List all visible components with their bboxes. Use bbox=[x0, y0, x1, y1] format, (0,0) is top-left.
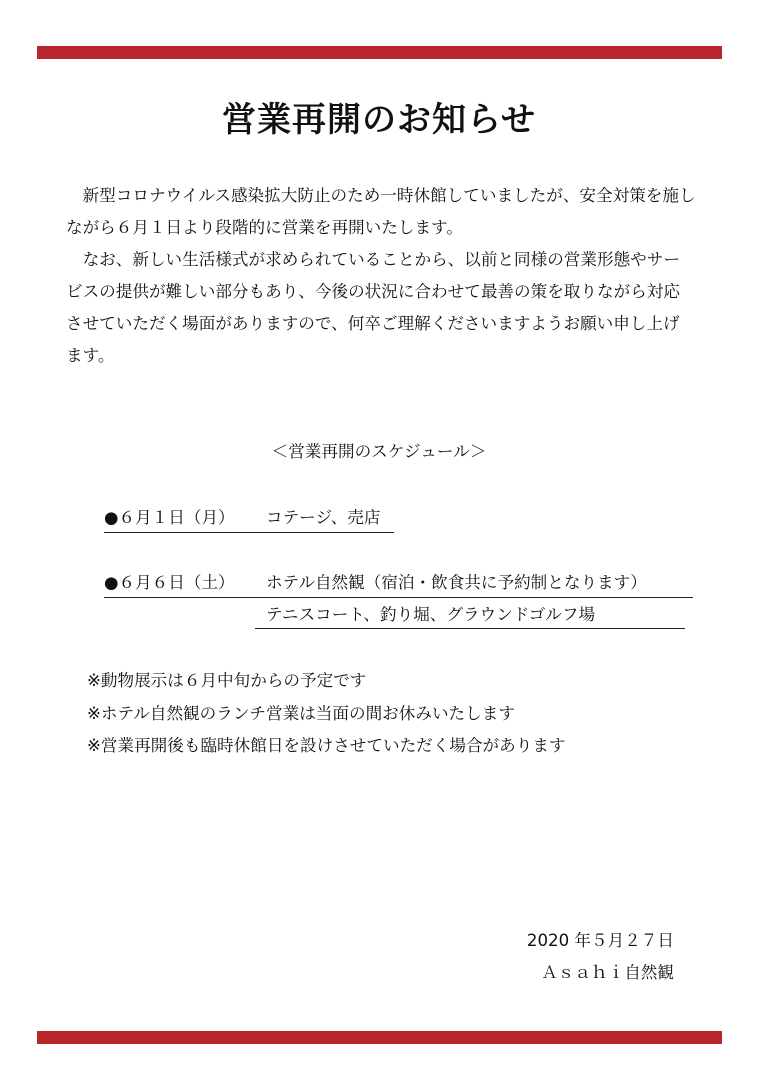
schedule-heading: ＜営業再開のスケジュール＞ bbox=[271, 442, 487, 461]
page-title: 営業再開のお知らせ bbox=[222, 100, 536, 140]
schedule-date-1: ●６月１日（月） bbox=[104, 508, 235, 527]
note-1: ※動物展示は６月中旬からの予定です bbox=[87, 671, 367, 690]
signature-org: Ａｓａｈｉ自然観 bbox=[541, 963, 674, 982]
signature-date: 2020 年５月２７日 bbox=[526, 931, 674, 950]
intro-paragraph: 新型コロナウイルス感染拡大防止のため一時休館していましたが、安全対策を施しながら６月１日より段階的に営業を再開いたします。 bbox=[66, 186, 696, 237]
schedule-item-2-line-2: テニスコート、釣り堀、グラウンドゴルフ場 bbox=[266, 605, 596, 624]
bottom-accent-bar bbox=[37, 1031, 722, 1044]
notice-paragraph: なお、新しい生活様式が求められていることから、以前と同様の営業形態やサービスの提供が難しい部分もあり、今後の状況に合わせて最善の策を取りながら対応させていただく場面がありますので、何卒ご理解くださいますようお願い申し上げます。 bbox=[66, 250, 680, 365]
schedule-item-2-underline-2 bbox=[255, 628, 685, 629]
top-accent-bar bbox=[37, 46, 722, 59]
schedule-item-1-underline bbox=[104, 532, 394, 533]
schedule-item-2-line-1: ホテル自然観（宿泊・飲食共に予約制となります） bbox=[266, 573, 647, 592]
schedule-item-2-underline-1 bbox=[104, 597, 693, 598]
note-2: ※ホテル自然観のランチ営業は当面の間お休みいたします bbox=[87, 704, 515, 723]
schedule-item-1-line-1: コテージ、売店 bbox=[266, 508, 381, 527]
schedule-date-2: ●６月６日（土） bbox=[104, 573, 235, 592]
note-3: ※営業再開後も臨時休館日を設けさせていただく場合があります bbox=[87, 736, 566, 755]
